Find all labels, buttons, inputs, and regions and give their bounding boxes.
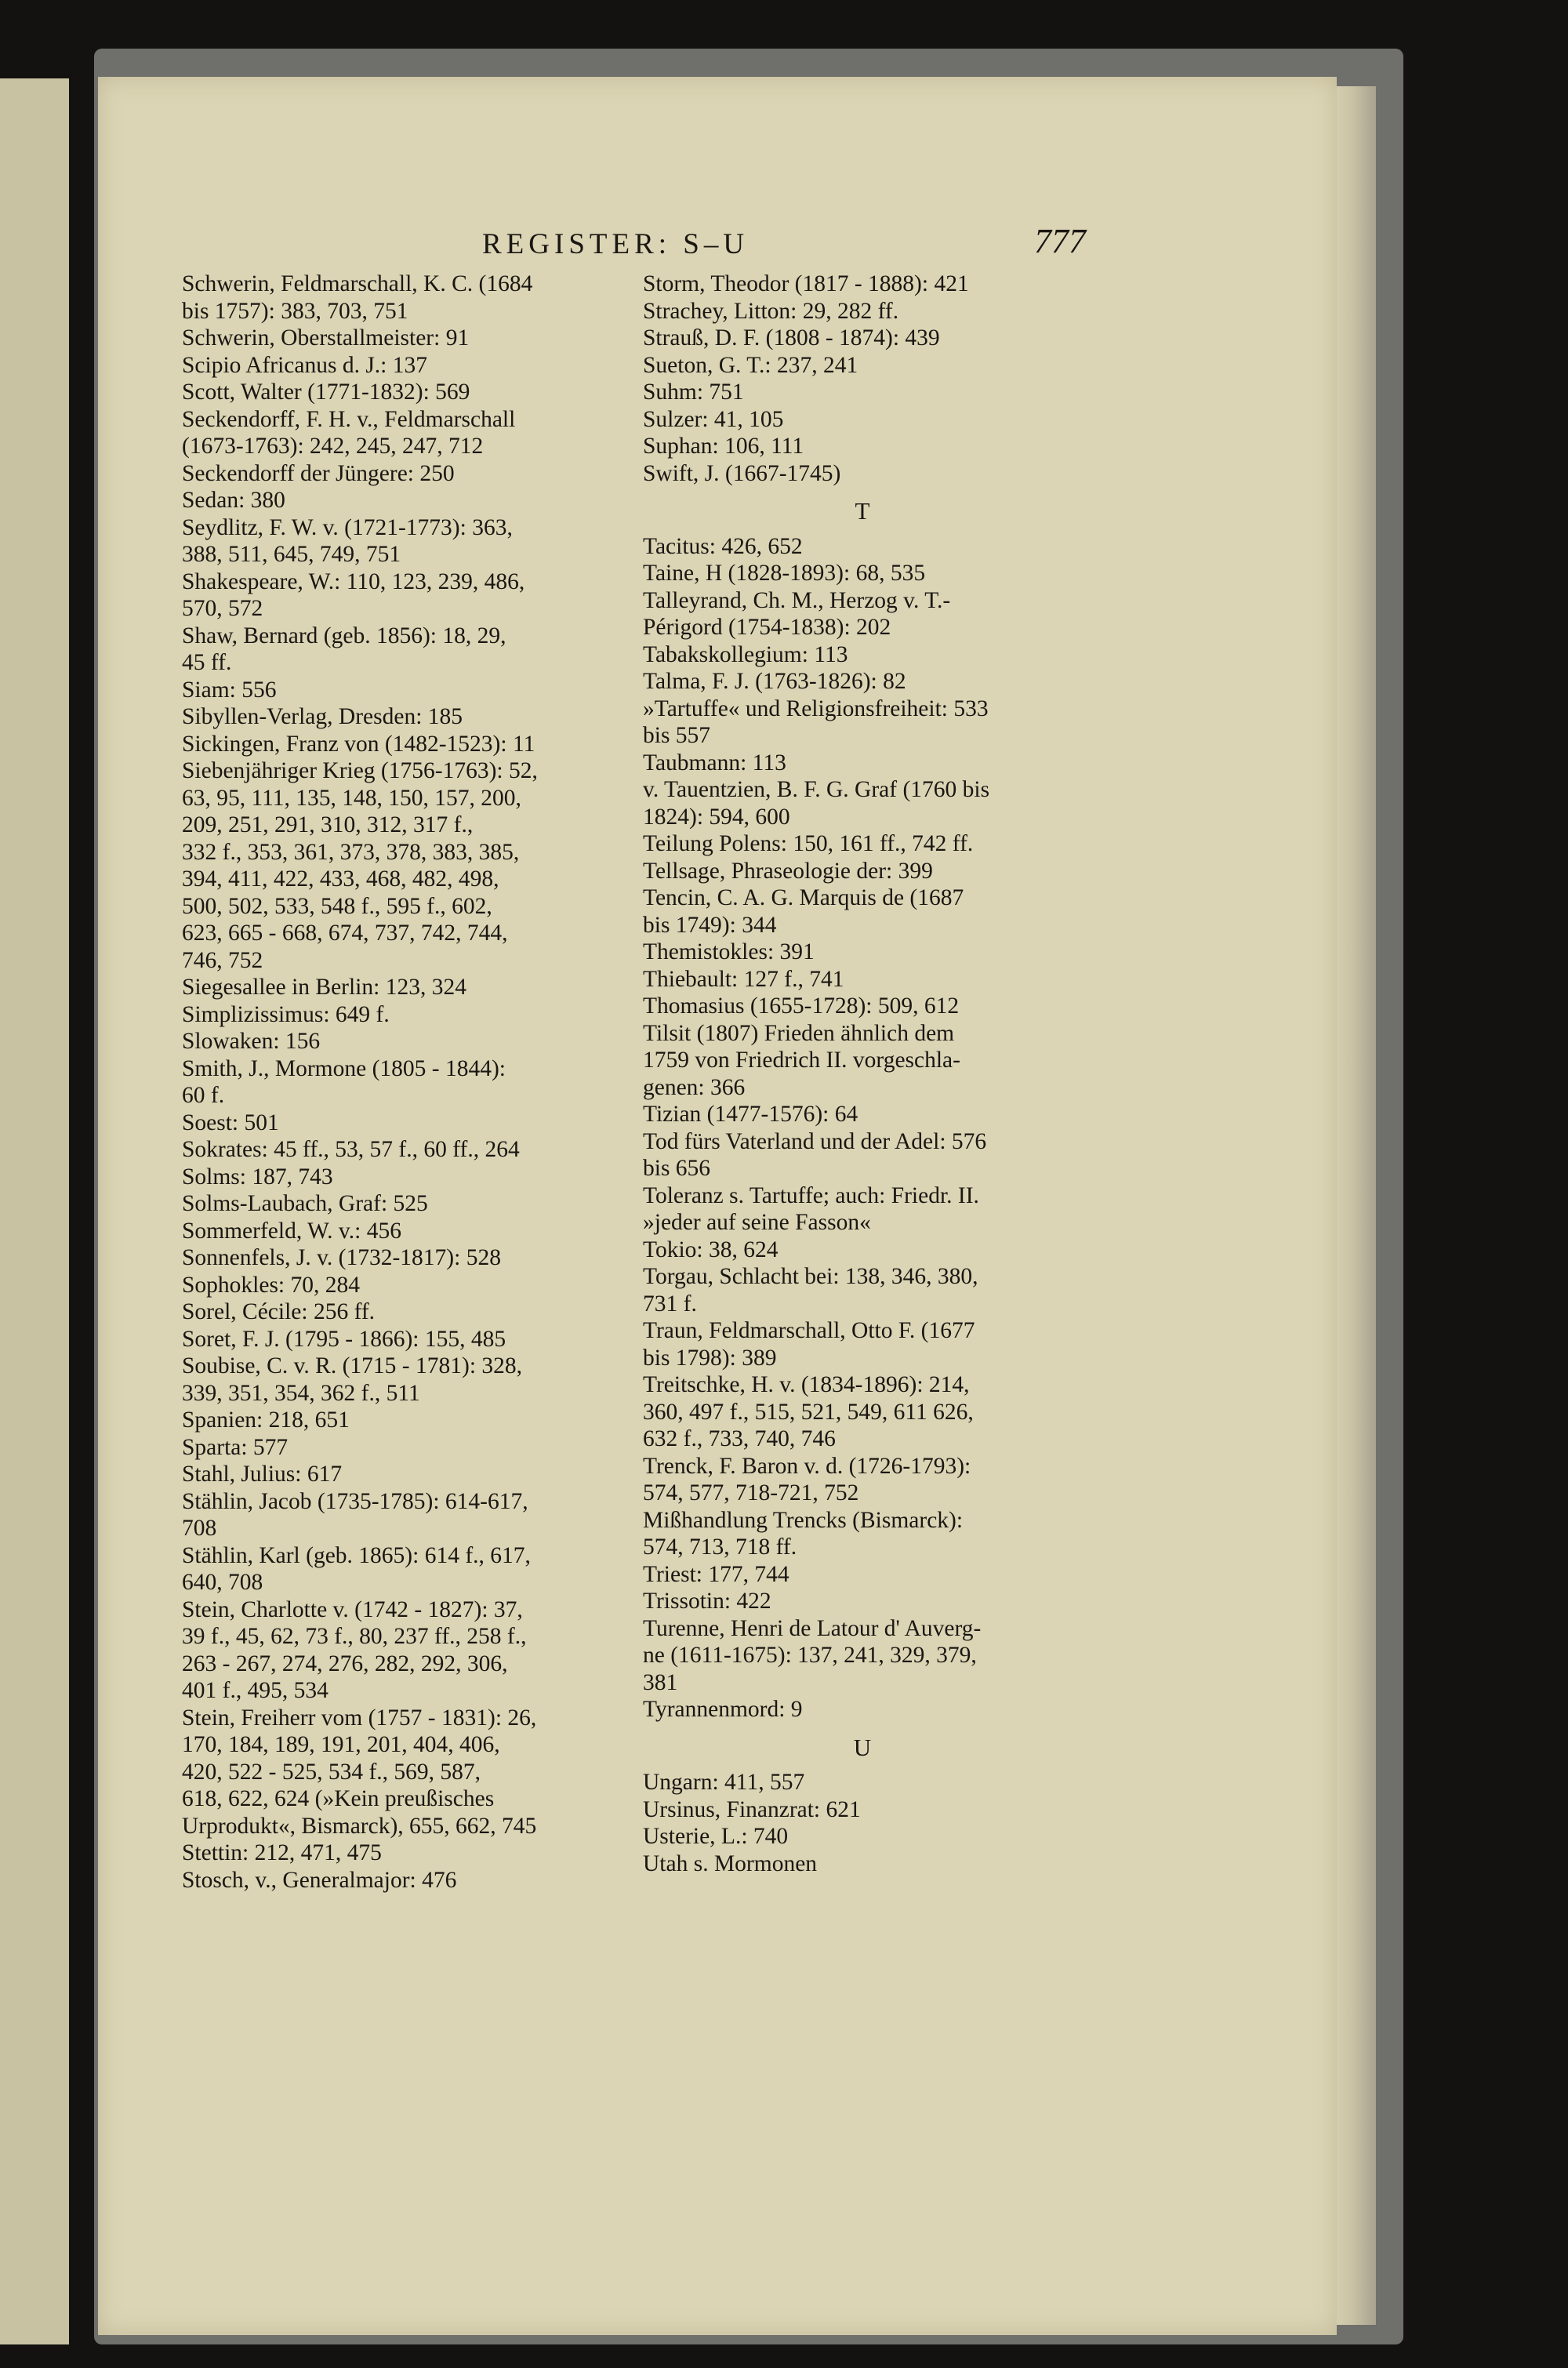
index-entry bbox=[182, 677, 621, 704]
index-entry bbox=[643, 271, 1082, 298]
index-entry bbox=[182, 1542, 621, 1596]
index-entry bbox=[182, 757, 621, 974]
entry-continuation: 708 bbox=[182, 1516, 217, 1541]
entry-continuation: 574, 577, 718-721, 752 bbox=[643, 1480, 859, 1505]
index-entry bbox=[643, 1507, 1082, 1561]
index-entry bbox=[182, 487, 621, 514]
entry-line: Stein, Freiherr vom (1757 - 1831): 26, bbox=[182, 1705, 537, 1731]
entry-continuation: 623, 665 - 668, 674, 737, 742, 744, bbox=[182, 921, 508, 946]
entry-continuation: 332 f., 353, 361, 373, 378, 383, 385, bbox=[182, 839, 520, 865]
index-entry bbox=[643, 587, 1082, 641]
entry-line: Slowaken: 156 bbox=[182, 1029, 321, 1054]
entry-line: Scott, Walter (1771-1832): 569 bbox=[182, 380, 470, 405]
entry-line: Taine, H (1828-1893): 68, 535 bbox=[643, 561, 926, 586]
index-entry bbox=[182, 1461, 621, 1488]
index-entry bbox=[182, 1596, 621, 1705]
index-entry bbox=[643, 1561, 1082, 1589]
entry-line: Sulzer: 41, 105 bbox=[643, 406, 784, 432]
entry-continuation: 1759 von Friedrich II. vorgeschla- bbox=[643, 1048, 960, 1073]
index-entry bbox=[643, 1020, 1082, 1102]
index-entry bbox=[182, 623, 621, 677]
entry-line: Taubmann: 113 bbox=[643, 750, 786, 775]
entry-line: Siebenjähriger Krieg (1756-1763): 52, bbox=[182, 758, 538, 783]
entry-continuation: 500, 502, 533, 548 f., 595 f., 602, bbox=[182, 893, 492, 919]
index-entry bbox=[643, 1128, 1082, 1182]
index-entry bbox=[643, 406, 1082, 434]
section-letter-t: T bbox=[855, 497, 870, 525]
entry-continuation: 746, 752 bbox=[182, 947, 263, 973]
index-entry bbox=[182, 1705, 621, 1840]
entry-line: »Tartuffe« und Religionsfreiheit: 533 bbox=[643, 696, 989, 721]
index-entry bbox=[182, 1298, 621, 1326]
entry-continuation: 63, 95, 111, 135, 148, 150, 157, 200, bbox=[182, 785, 521, 811]
entry-line: Trissotin: 422 bbox=[643, 1589, 771, 1614]
entry-line: Stettin: 212, 471, 475 bbox=[182, 1840, 382, 1865]
entry-line: Turenne, Henri de Latour d' Auverg- bbox=[643, 1615, 982, 1641]
entry-continuation: 381 bbox=[643, 1669, 678, 1695]
entry-line: Tellsage, Phraseologie der: 399 bbox=[643, 858, 933, 884]
entry-continuation: 45 ff. bbox=[182, 650, 232, 675]
index-entry bbox=[182, 1244, 621, 1272]
entry-line: Stahl, Julius: 617 bbox=[182, 1462, 343, 1487]
index-entry bbox=[182, 325, 621, 352]
entry-line: v. Tauentzien, B. F. G. Graf (1760 bis bbox=[643, 777, 990, 802]
entry-line: Trenck, F. Baron v. d. (1726-1793): bbox=[643, 1453, 971, 1479]
index-entry bbox=[182, 1867, 621, 1894]
index-entry bbox=[643, 1263, 1082, 1317]
index-entry bbox=[643, 776, 1082, 830]
index-entry bbox=[643, 1696, 1082, 1723]
entry-line: Strauß, D. F. (1808 - 1874): 439 bbox=[643, 325, 940, 350]
entry-line: Sickingen, Franz von (1482-1523): 11 bbox=[182, 731, 535, 757]
entry-line: Stein, Charlotte v. (1742 - 1827): 37, bbox=[182, 1596, 523, 1622]
entry-line: Sommerfeld, W. v.: 456 bbox=[182, 1218, 401, 1244]
entry-line: Sonnenfels, J. v. (1732-1817): 528 bbox=[182, 1245, 501, 1270]
entry-line: Seydlitz, F. W. v. (1721-1773): 363, bbox=[182, 514, 513, 540]
entry-line: Sedan: 380 bbox=[182, 488, 285, 513]
index-entry bbox=[643, 1101, 1082, 1128]
index-entry bbox=[643, 830, 1082, 858]
entry-line: Scipio Africanus d. J.: 137 bbox=[182, 352, 428, 378]
entry-line: Soest: 501 bbox=[182, 1110, 279, 1135]
entry-line: Solms-Laubach, Graf: 525 bbox=[182, 1191, 428, 1216]
entry-continuation: 640, 708 bbox=[182, 1570, 263, 1595]
entry-continuation: 339, 351, 354, 362 f., 511 bbox=[182, 1380, 420, 1406]
index-entry bbox=[643, 1823, 1082, 1850]
index-entry bbox=[643, 966, 1082, 993]
entry-line: Stosch, v., Generalmajor: 476 bbox=[182, 1867, 457, 1893]
entry-continuation: 60 f. bbox=[182, 1083, 225, 1108]
index-entry bbox=[643, 1615, 1082, 1697]
entry-continuation: 39 f., 45, 62, 73 f., 80, 237 ff., 258 f., bbox=[182, 1624, 527, 1649]
entry-line: Tilsit (1807) Frieden ähnlich dem bbox=[643, 1020, 955, 1046]
entry-continuation: bis 656 bbox=[643, 1156, 711, 1181]
index-entry bbox=[182, 703, 621, 731]
index-entry bbox=[643, 1371, 1082, 1453]
entry-line: Siam: 556 bbox=[182, 677, 277, 703]
index-entry bbox=[643, 298, 1082, 325]
entry-line: Sueton, G. T.: 237, 241 bbox=[643, 352, 858, 378]
index-entry bbox=[182, 379, 621, 406]
entry-line: Traun, Feldmarschall, Otto F. (1677 bbox=[643, 1318, 975, 1343]
entry-continuation: »jeder auf seine Fasson« bbox=[643, 1210, 871, 1235]
entry-continuation: 731 f. bbox=[643, 1291, 697, 1317]
entry-line: Tacitus: 426, 652 bbox=[643, 533, 803, 559]
index-entry bbox=[182, 1353, 621, 1407]
running-head: REGISTER: S–U bbox=[482, 228, 750, 260]
index-entry bbox=[182, 406, 621, 460]
index-entry bbox=[643, 696, 1082, 750]
entry-line: Tokio: 38, 624 bbox=[643, 1237, 779, 1262]
entry-continuation: 574, 713, 718 ff. bbox=[643, 1534, 797, 1560]
index-entry bbox=[643, 325, 1082, 352]
facing-page-edge bbox=[0, 78, 69, 2344]
index-entry bbox=[643, 939, 1082, 966]
entry-line: Sparta: 577 bbox=[182, 1434, 289, 1460]
entry-line: Strachey, Litton: 29, 282 ff. bbox=[643, 298, 899, 324]
entry-continuation: 209, 251, 291, 310, 312, 317 f., bbox=[182, 812, 474, 837]
index-entry bbox=[182, 460, 621, 488]
index-entry bbox=[182, 1434, 621, 1462]
entry-line: Triest: 177, 744 bbox=[643, 1561, 789, 1587]
index-list-t bbox=[643, 533, 1082, 1723]
page-number: 777 bbox=[1034, 222, 1086, 260]
entry-line: Tizian (1477-1576): 64 bbox=[643, 1102, 858, 1127]
index-entry bbox=[643, 1850, 1082, 1878]
index-column-right bbox=[643, 271, 1082, 1877]
entry-continuation: 618, 622, 624 (»Kein preußisches bbox=[182, 1786, 495, 1811]
entry-line: Themistokles: 391 bbox=[643, 939, 815, 964]
entry-line: Suhm: 751 bbox=[643, 380, 744, 405]
index-entry bbox=[643, 1317, 1082, 1371]
index-list-s-continued bbox=[643, 271, 1082, 487]
entry-continuation: bis 1798): 389 bbox=[643, 1345, 777, 1371]
entry-line: Toleranz s. Tartuffe; auch: Friedr. II. bbox=[643, 1182, 979, 1208]
index-entry bbox=[182, 568, 621, 623]
entry-continuation: 388, 511, 645, 749, 751 bbox=[182, 542, 401, 567]
index-entry bbox=[643, 1769, 1082, 1796]
entry-line: Mißhandlung Trencks (Bismarck): bbox=[643, 1507, 964, 1533]
entry-line: Teilung Polens: 150, 161 ff., 742 ff. bbox=[643, 831, 974, 856]
index-column-left bbox=[182, 271, 621, 1894]
index-entry bbox=[182, 514, 621, 568]
entry-line: Stählin, Jacob (1735-1785): 614-617, bbox=[182, 1488, 528, 1514]
entry-line: Torgau, Schlacht bei: 138, 346, 380, bbox=[643, 1264, 978, 1289]
entry-line: Sophokles: 70, 284 bbox=[182, 1272, 360, 1298]
entry-line: Ungarn: 411, 557 bbox=[643, 1770, 805, 1795]
index-entry bbox=[182, 1272, 621, 1299]
index-entry bbox=[643, 668, 1082, 696]
entry-continuation: Urprodukt«, Bismarck), 655, 662, 745 bbox=[182, 1813, 537, 1839]
entry-line: Usterie, L.: 740 bbox=[643, 1824, 789, 1849]
index-entry bbox=[182, 1136, 621, 1164]
entry-line: Utah s. Mormonen bbox=[643, 1850, 818, 1876]
index-entry bbox=[182, 1218, 621, 1245]
entry-line: Thomasius (1655-1728): 509, 612 bbox=[643, 993, 960, 1019]
entry-line: Talma, F. J. (1763-1826): 82 bbox=[643, 669, 906, 694]
entry-continuation: 420, 522 - 525, 534 f., 569, 587, bbox=[182, 1759, 481, 1785]
entry-line: Shakespeare, W.: 110, 123, 239, 486, bbox=[182, 568, 525, 594]
entry-continuation: ne (1611-1675): 137, 241, 329, 379, bbox=[643, 1643, 977, 1668]
index-entry bbox=[182, 1028, 621, 1055]
index-entry bbox=[182, 1055, 621, 1110]
entry-continuation: 570, 572 bbox=[182, 596, 263, 621]
index-entry bbox=[643, 993, 1082, 1020]
index-entry bbox=[643, 352, 1082, 380]
index-entry bbox=[182, 271, 621, 325]
index-entry bbox=[643, 460, 1082, 488]
entry-continuation: 360, 497 f., 515, 521, 549, 611 626, bbox=[643, 1399, 974, 1425]
entry-line: Tencin, C. A. G. Marquis de (1687 bbox=[643, 885, 964, 910]
entry-continuation: 170, 184, 189, 191, 201, 404, 406, bbox=[182, 1732, 500, 1757]
entry-line: Shaw, Bernard (geb. 1856): 18, 29, bbox=[182, 623, 506, 648]
entry-continuation: 1824): 594, 600 bbox=[643, 804, 790, 830]
entry-line: Storm, Theodor (1817 - 1888): 421 bbox=[643, 271, 969, 296]
index-entry bbox=[643, 641, 1082, 669]
entry-line: Spanien: 218, 651 bbox=[182, 1407, 350, 1433]
index-entry bbox=[182, 1190, 621, 1218]
index-list-u bbox=[643, 1769, 1082, 1877]
entry-continuation: bis 1757): 383, 703, 751 bbox=[182, 298, 408, 324]
entry-line: Swift, J. (1667-1745) bbox=[643, 460, 841, 486]
index-entry bbox=[182, 1488, 621, 1542]
entry-line: Schwerin, Feldmarschall, K. C. (1684 bbox=[182, 271, 533, 296]
entry-line: Solms: 187, 743 bbox=[182, 1164, 333, 1189]
index-entry bbox=[643, 533, 1082, 561]
index-entry bbox=[182, 352, 621, 380]
entry-line: Soubise, C. v. R. (1715 - 1781): 328, bbox=[182, 1353, 523, 1378]
index-entry bbox=[182, 1164, 621, 1191]
entry-line: Suphan: 106, 111 bbox=[643, 434, 804, 459]
entry-continuation: Périgord (1754-1838): 202 bbox=[643, 615, 891, 640]
entry-line: Treitschke, H. v. (1834-1896): 214, bbox=[643, 1372, 970, 1397]
entry-continuation: (1673-1763): 242, 245, 247, 712 bbox=[182, 434, 484, 459]
entry-line: Siegesallee in Berlin: 123, 324 bbox=[182, 975, 466, 1000]
entry-line: Stählin, Karl (geb. 1865): 614 f., 617, bbox=[182, 1542, 531, 1568]
index-entry bbox=[643, 560, 1082, 587]
entry-line: Sibyllen-Verlag, Dresden: 185 bbox=[182, 704, 463, 729]
index-entry bbox=[182, 1840, 621, 1867]
entry-continuation: 394, 411, 422, 433, 468, 482, 498, bbox=[182, 866, 499, 892]
page-header bbox=[482, 221, 1086, 268]
index-entry bbox=[643, 433, 1082, 460]
index-entry bbox=[182, 731, 621, 758]
entry-line: Soret, F. J. (1795 - 1866): 155, 485 bbox=[182, 1326, 506, 1352]
index-entry bbox=[643, 1796, 1082, 1824]
entry-line: Thiebault: 127 f., 741 bbox=[643, 966, 844, 992]
entry-line: Tyrannenmord: 9 bbox=[643, 1697, 803, 1722]
index-entry bbox=[643, 1453, 1082, 1507]
page-block-edge bbox=[1337, 86, 1376, 2325]
index-entry bbox=[643, 1237, 1082, 1264]
entry-continuation: genen: 366 bbox=[643, 1074, 746, 1100]
entry-line: Smith, J., Mormone (1805 - 1844): bbox=[182, 1055, 506, 1081]
entry-line: Schwerin, Oberstallmeister: 91 bbox=[182, 325, 470, 350]
entry-line: Simplizissimus: 649 f. bbox=[182, 1001, 390, 1027]
index-entry bbox=[182, 1001, 621, 1029]
index-entry bbox=[643, 884, 1082, 939]
index-entry bbox=[182, 974, 621, 1001]
entry-continuation: 401 f., 495, 534 bbox=[182, 1678, 328, 1703]
entry-continuation: bis 1749): 344 bbox=[643, 912, 777, 938]
entry-line: Tod fürs Vaterland und der Adel: 576 bbox=[643, 1128, 987, 1154]
index-entry bbox=[182, 1110, 621, 1137]
entry-line: Seckendorff der Jüngere: 250 bbox=[182, 460, 455, 486]
index-entry bbox=[643, 858, 1082, 885]
section-letter-u: U bbox=[853, 1733, 872, 1761]
index-entry bbox=[182, 1326, 621, 1353]
index-entry bbox=[643, 1182, 1082, 1237]
entry-line: Sorel, Cécile: 256 ff. bbox=[182, 1299, 376, 1324]
entry-continuation: bis 557 bbox=[643, 723, 711, 748]
entry-line: Tabakskollegium: 113 bbox=[643, 641, 848, 667]
index-entry bbox=[643, 1588, 1082, 1615]
index-entry bbox=[182, 1407, 621, 1434]
entry-line: Talleyrand, Ch. M., Herzog v. T.- bbox=[643, 587, 951, 613]
index-entry bbox=[643, 379, 1082, 406]
entry-continuation: 263 - 267, 274, 276, 282, 292, 306, bbox=[182, 1651, 508, 1676]
entry-line: Seckendorff, F. H. v., Feldmarschall bbox=[182, 406, 516, 432]
entry-line: Ursinus, Finanzrat: 621 bbox=[643, 1796, 861, 1822]
index-entry bbox=[643, 750, 1082, 777]
entry-continuation: 632 f., 733, 740, 746 bbox=[643, 1426, 836, 1451]
entry-line: Sokrates: 45 ff., 53, 57 f., 60 ff., 264 bbox=[182, 1137, 520, 1162]
